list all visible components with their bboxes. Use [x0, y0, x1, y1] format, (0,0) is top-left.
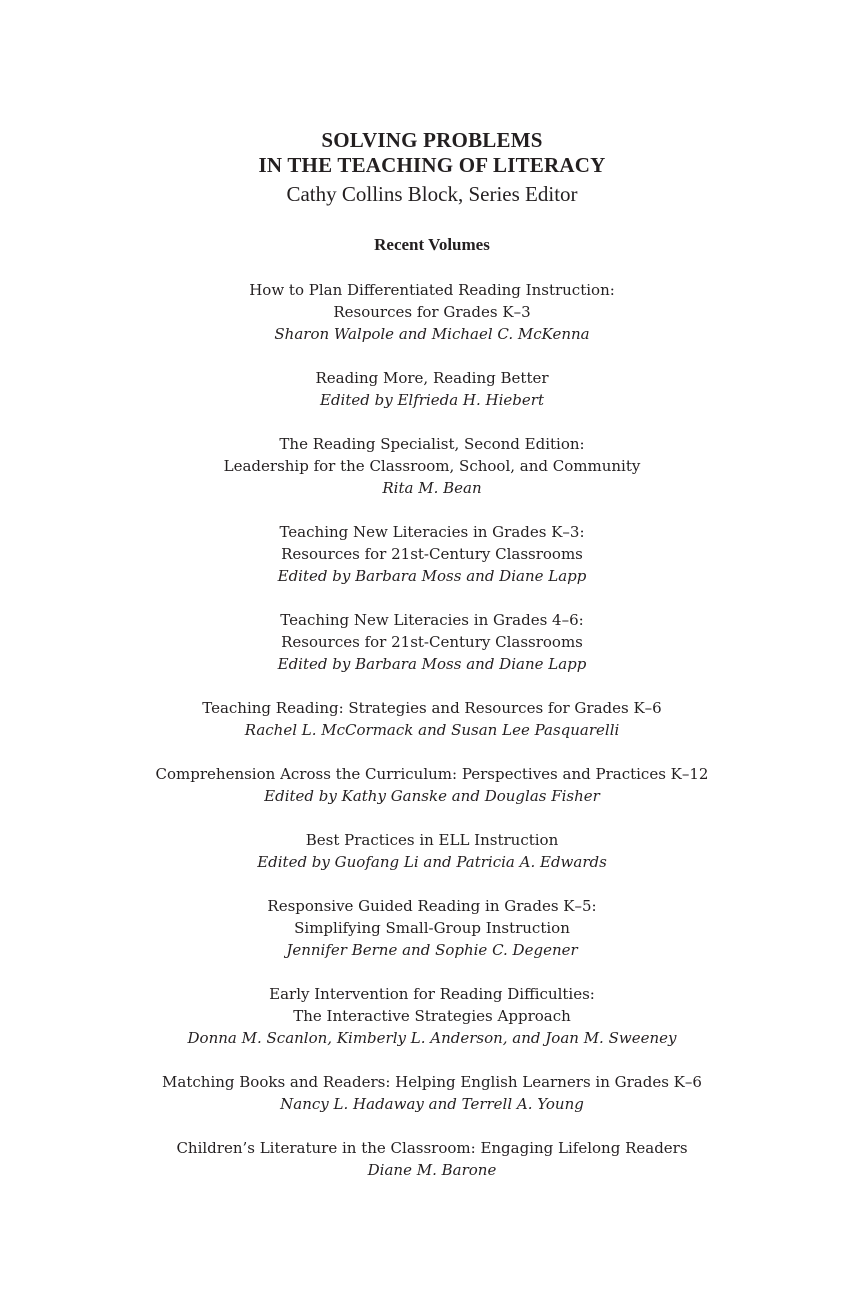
- volume-author: Rita M. Bean: [382, 479, 482, 497]
- volume-entry: [0, 829, 864, 873]
- volume-author: Diane M. Barone: [367, 1161, 497, 1179]
- volume-title-line: Leadership for the Classroom, School, and Community: [223, 457, 641, 475]
- series-title: [0, 128, 864, 178]
- volume-title-line: Simplifying Small-Group Instruction: [294, 919, 570, 937]
- volume-title-line: Teaching New Literacies in Grades 4–6:: [280, 611, 584, 629]
- volume-title-line: Children’s Literature in the Classroom: Engaging Lifelong Readers: [176, 1139, 688, 1157]
- volume-entry: [0, 279, 864, 345]
- volume-author: Edited by Barbara Moss and Diane Lapp: [277, 655, 587, 673]
- volume-entry: [0, 433, 864, 499]
- volume-title-line: Teaching Reading: Strategies and Resources for Grades K–6: [202, 699, 662, 717]
- volume-title-line: Best Practices in ELL Instruction: [305, 831, 559, 849]
- series-title-line-1: SOLVING PROBLEMS: [321, 128, 543, 152]
- volume-author: Edited by Guofang Li and Patricia A. Edwards: [257, 853, 607, 871]
- volume-entry: [0, 609, 864, 675]
- recent-volumes-heading: Recent Volumes: [374, 235, 490, 254]
- volume-title-line: Teaching New Literacies in Grades K–3:: [279, 523, 585, 541]
- volume-author: Jennifer Berne and Sophie C. Degener: [286, 941, 578, 959]
- volume-author: Nancy L. Hadaway and Terrell A. Young: [280, 1095, 584, 1113]
- series-title-line-2: IN THE TEACHING OF LITERACY: [258, 153, 606, 177]
- volume-title-line: Responsive Guided Reading in Grades K–5:: [267, 897, 597, 915]
- volume-entry: [0, 367, 864, 411]
- volume-title-line: Reading More, Reading Better: [315, 369, 549, 387]
- volume-author: Edited by Elfrieda H. Hiebert: [320, 391, 544, 409]
- volume-author: Edited by Barbara Moss and Diane Lapp: [277, 567, 587, 585]
- volume-entry: [0, 983, 864, 1049]
- volume-title-line: The Reading Specialist, Second Edition:: [279, 435, 585, 453]
- series-editor: Cathy Collins Block, Series Editor: [286, 182, 578, 206]
- volume-title-line: Resources for 21st-Century Classrooms: [281, 633, 583, 651]
- volume-list: [0, 279, 864, 1203]
- volume-entry: [0, 521, 864, 587]
- volume-entry: [0, 895, 864, 961]
- volume-author: Sharon Walpole and Michael C. McKenna: [274, 325, 590, 343]
- volume-title-line: Resources for Grades K–3: [333, 303, 531, 321]
- volume-title-line: The Interactive Strategies Approach: [293, 1007, 571, 1025]
- volume-title-line: Comprehension Across the Curriculum: Perspectives and Practices K–12: [155, 765, 709, 783]
- volume-author: Rachel L. McCormack and Susan Lee Pasquarelli: [244, 721, 620, 739]
- volume-author: Donna M. Scanlon, Kimberly L. Anderson, and Joan M. Sweeney: [187, 1029, 677, 1047]
- volume-entry: [0, 1071, 864, 1115]
- volume-author: Edited by Kathy Ganske and Douglas Fisher: [264, 787, 600, 805]
- volume-entry: [0, 1137, 864, 1181]
- volume-entry: [0, 763, 864, 807]
- volume-title-line: How to Plan Differentiated Reading Instruction:: [249, 281, 615, 299]
- volume-title-line: Resources for 21st-Century Classrooms: [281, 545, 583, 563]
- volume-title-line: Early Intervention for Reading Difficulties:: [269, 985, 595, 1003]
- volume-title-line: Matching Books and Readers: Helping English Learners in Grades K–6: [162, 1073, 702, 1091]
- volume-entry: [0, 697, 864, 741]
